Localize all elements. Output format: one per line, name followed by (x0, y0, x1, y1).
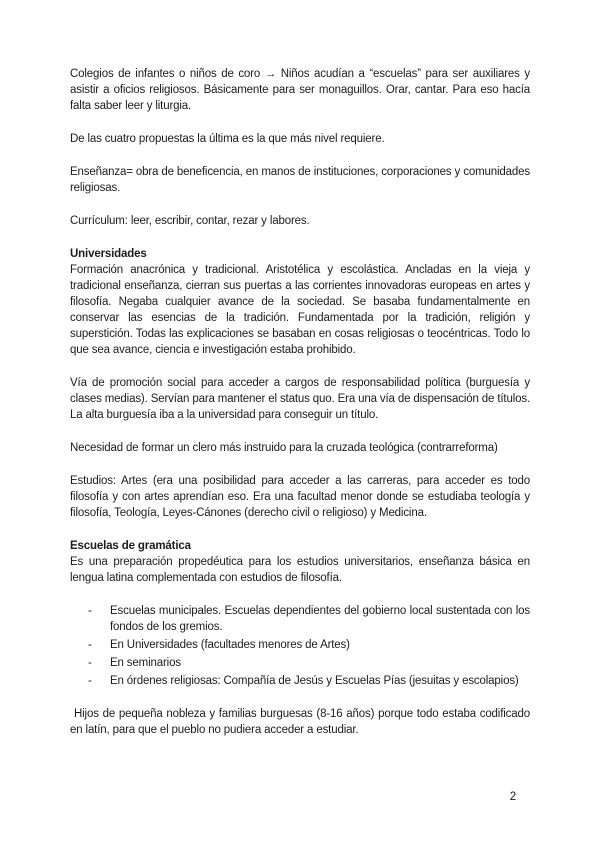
list-item-text: En seminarios (110, 657, 181, 669)
paragraph-curriculum: Currículum: leer, escribir, contar, rezar y labores. (70, 215, 310, 227)
paragraph-preparacion: Es una preparación propedéutica para los estudios universitarios, enseñanza básica en lengua latina complementada con estudios de filosofía. (70, 556, 530, 584)
dash-marker: - (88, 657, 92, 669)
list-item-text: Escuelas municipales. Escuelas dependientes del gobierno local sustentada con los fondos de los gremios. (110, 605, 530, 633)
document-content (70, 66, 530, 755)
school-types-list (70, 603, 530, 689)
list-item-universidades (88, 637, 530, 653)
dash-marker: - (88, 675, 92, 687)
paragraph-colegios-infantes: Colegios de infantes o niños de coro → Niños acudían a “escuelas” para ser auxiliares y asistir a oficios religiosos. Básicamente para ser monaguillos. Orar, cantar. Para eso hacía falta saber leer y liturgia. (70, 68, 530, 112)
paragraph-ensenanza: Enseñanza= obra de beneficencia, en manos de instituciones, corporaciones y comunidades religiosas. (70, 166, 530, 194)
paragraph-propuestas: De las cuatro propuestas la última es la que más nivel requiere. (70, 133, 385, 145)
paragraph-hijos-nobleza: Hijos de pequeña nobleza y familias burguesas (8-16 años) porque todo estaba codificado en latín, para que el pueblo no pudiera acceder a estudiar. (70, 708, 530, 736)
dash-marker: - (88, 605, 92, 617)
paragraph-necesidad-clero: Necesidad de formar un clero más instruido para la cruzada teológica (contrarreforma) (70, 442, 498, 454)
list-item-seminarios (88, 655, 530, 671)
dash-marker: - (88, 639, 92, 651)
list-item-text: En Universidades (facultades menores de Artes) (110, 639, 350, 651)
paragraph-estudios-artes: Estudios: Artes (era una posibilidad para acceder a las carreras, para acceder es todo filosofía y con artes aprendían eso. Era una facultad menor donde se estudiaba teología y filosofía, Teología, Leyes-Cánones (derecho civil o religioso) y Medicina. (70, 475, 530, 519)
list-item-text: En órdenes religiosas: Compañía de Jesús y Escuelas Pías (jesuitas y escolapios) (110, 675, 519, 687)
paragraph-via-promocion: Vía de promoción social para acceder a cargos de responsabilidad política (burguesía y clases medias). Servían para mantener el status quo. Era una vía de dispensación de títulos. La alta burguesía iba a la universidad para conseguir un título. (70, 377, 530, 421)
list-item-escuelas-municipales (88, 603, 530, 635)
paragraph-formacion: Formación anacrónica y tradicional. Aristotélica y escolástica. Ancladas en la vieja y tradicional enseñanza, cierran sus puertas a las corrientes innovadoras europeas en artes y filosofía. Negaba cualquier avance de la sociedad. Se basaba fundamentalmente en conservar las esencias de la tradición. Fundamentada por la tradición, religión y superstición. Todas las explicaciones se basaban en cosas religiosas o teocéntricas. Todo lo que sea avance, ciencia e investigación estaba prohibido. (70, 264, 530, 356)
page-number: 2 (509, 791, 516, 803)
heading-universidades: Universidades (70, 248, 147, 260)
heading-escuelas-gramatica: Escuelas de gramática (70, 540, 191, 552)
list-item-ordenes-religiosas (88, 673, 530, 689)
